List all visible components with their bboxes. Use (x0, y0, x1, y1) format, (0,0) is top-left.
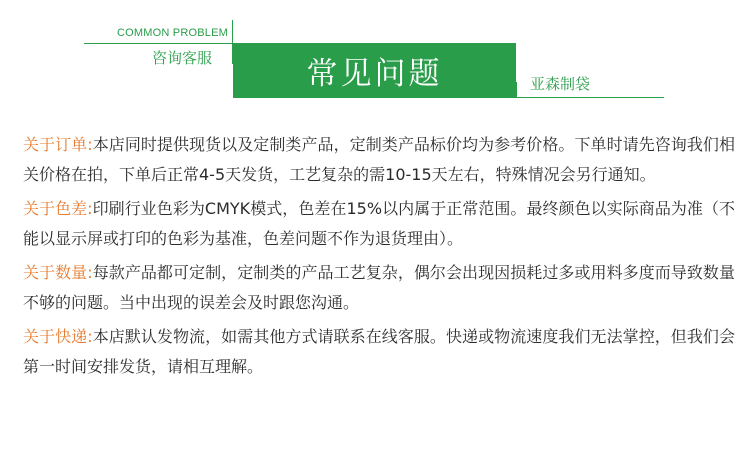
faq-item-color (23, 194, 735, 254)
english-title: COMMON PROBLEM (117, 27, 228, 39)
faq-header (0, 0, 750, 120)
faq-text-shipping: 本店默认发物流，如需其他方式请联系在线客服。快递或物流速度我们无法掌控，但我们会第一时间安排发货，请相互理解。 (23, 327, 735, 376)
faq-item-shipping (23, 322, 735, 382)
customer-service-subtitle: 咨询客服 (152, 49, 213, 67)
page-title: 常见问题 (306, 56, 443, 92)
faq-item-order (23, 130, 735, 190)
faq-label-shipping: 关于快递: (23, 327, 93, 346)
faq-text-quantity: 每款产品都可定制，定制类的产品工艺复杂，偶尔会出现因损耗过多或用料多度而导致数量不够的问题。当中出现的误差会及时跟您沟通。 (23, 263, 735, 312)
header-divider-bottom-right (516, 97, 664, 98)
faq-label-quantity: 关于数量: (23, 263, 93, 282)
page-title-banner (233, 43, 516, 98)
faq-label-order: 关于订单: (23, 135, 93, 154)
faq-text-order: 本店同时提供现货以及定制类产品，定制类产品标价均为参考价格。下单时请先咨询我们相关价格在拍，下单后正常4-5天发货，工艺复杂的需10-15天左右，特殊情况会另行通知。 (23, 135, 735, 184)
faq-label-color: 关于色差: (23, 199, 93, 218)
header-divider-top-left (84, 43, 234, 44)
brand-subtitle: 亚森制袋 (530, 75, 591, 93)
faq-item-quantity (23, 258, 735, 318)
header-divider-vertical-right (516, 82, 517, 98)
faq-text-color: 印刷行业色彩为CMYK模式，色差在15%以内属于正常范围。最终颜色以实际商品为准（不能以显示屏或打印的色彩为基准，色差问题不作为退货理由）。 (23, 199, 735, 248)
faq-content (23, 130, 735, 386)
